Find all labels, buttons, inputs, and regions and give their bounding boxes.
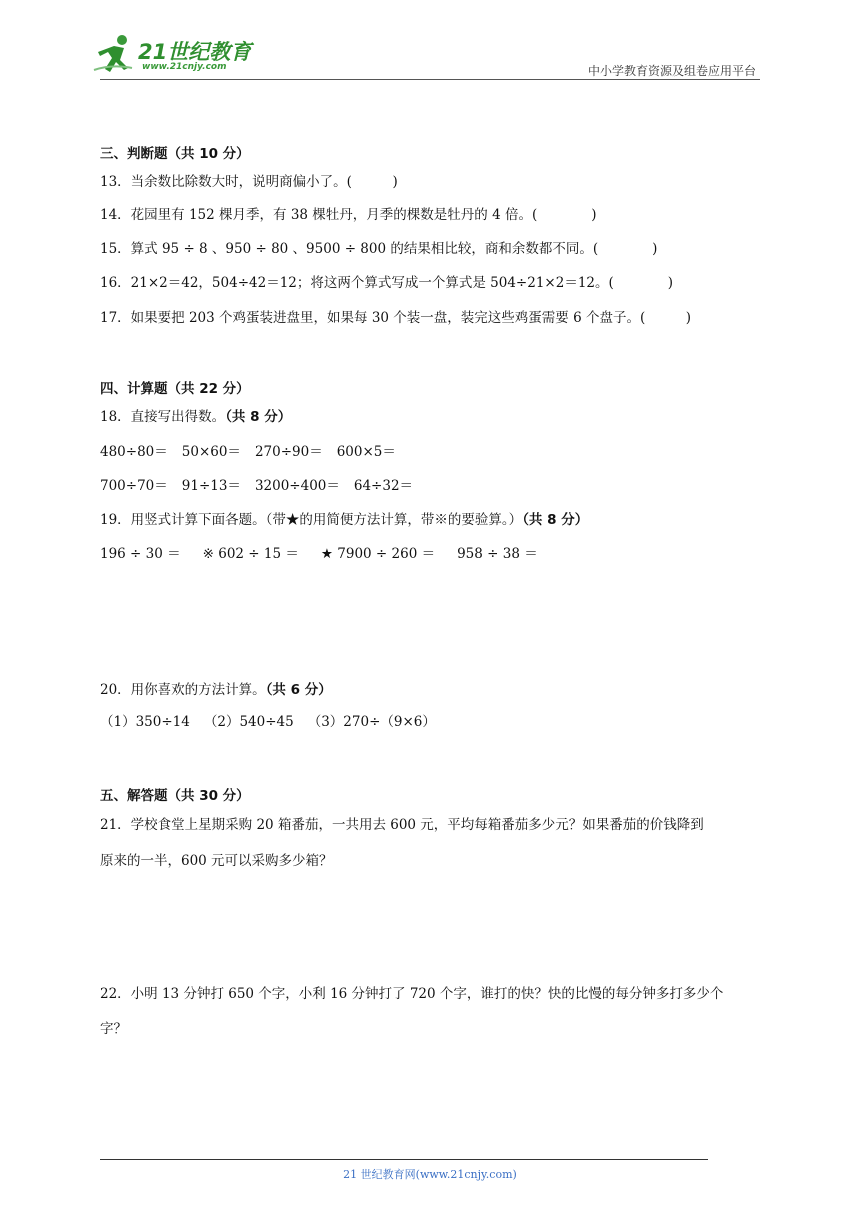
q20-item: （1）350÷14: [100, 714, 190, 730]
question-22-line-2: 字？: [100, 1021, 127, 1037]
footer-text: 21 世纪教育网(www.21cnjy.com): [343, 1168, 517, 1181]
section-solve-title: 五、解答题（共 30 分）: [100, 788, 250, 804]
q18-row-1: [100, 446, 396, 460]
header-divider: [100, 79, 760, 80]
question-20-score: （共 6 分）: [265, 682, 332, 698]
q18-item: 64÷32＝: [353, 478, 414, 494]
question-21-line-2: 原来的一半，600 元可以采购多少箱？: [100, 853, 333, 869]
question-20-text: 20．用你喜欢的方法计算。: [100, 682, 266, 698]
q18-item: 700÷70＝: [100, 478, 168, 494]
question-21-line-1: 21．学校食堂上星期采购 20 箱番茄，一共用去 600 元，平均每箱番茄多少元？如果番茄的价钱降到: [100, 817, 704, 833]
question-18: [100, 411, 291, 425]
question-18-score: （共 8 分）: [225, 409, 292, 425]
q20-item: （3）270÷（9×6）: [307, 714, 436, 730]
question-17: 17．如果要把 203 个鸡蛋装进盘里，如果每 30 个装一盘，装完这些鸡蛋需要 6 个盘子。( ): [100, 310, 691, 326]
q19-item: 196 ÷ 30 ＝: [100, 546, 181, 562]
q18-item: 600×5＝: [336, 444, 396, 460]
q18-row-2: [100, 480, 413, 494]
header-platform-text: 中小学教育资源及组卷应用平台: [587, 64, 756, 78]
q18-item: 50×60＝: [181, 444, 241, 460]
q20-row: [100, 716, 436, 730]
logo-url: www.21cnjy.com: [142, 62, 227, 72]
q19-item: 958 ÷ 38 ＝: [457, 546, 538, 562]
question-16: 16．21×2＝42，504÷42＝12；将这两个算式写成一个算式是 504÷21×2＝12。( ): [100, 275, 674, 291]
q18-item: 3200÷400＝: [254, 478, 340, 494]
section-judge-title: 三、判断题（共 10 分）: [100, 146, 250, 162]
question-22-line-1: 22．小明 13 分钟打 650 个字，小利 16 分钟打了 720 个字，谁打的快？快的比慢的每分钟多打多少个: [100, 986, 724, 1002]
question-19-text: 19．用竖式计算下面各题。（带★的用简便方法计算，带※的要验算。）: [100, 512, 523, 528]
q19-item: ※ 602 ÷ 15 ＝: [202, 546, 299, 562]
q19-item: ★ 7900 ÷ 260 ＝: [320, 546, 436, 562]
question-20: [100, 684, 332, 698]
q18-item: 91÷13＝: [181, 478, 241, 494]
logo-text: 21世纪教育: [138, 40, 252, 64]
question-15: 15．算式 95 ÷ 8 、950 ÷ 80 、9500 ÷ 800 的结果相比较，商和余数都不同。( ): [100, 241, 658, 257]
runner-logo-icon: [92, 34, 138, 76]
question-13: 13．当余数比除数大时，说明商偏小了。( ): [100, 174, 398, 190]
footer-divider: [100, 1159, 708, 1160]
logo: [92, 32, 262, 78]
section-calc-title: 四、计算题（共 22 分）: [100, 381, 250, 397]
question-19-score: （共 8 分）: [522, 512, 589, 528]
q18-item: 270÷90＝: [254, 444, 323, 460]
q20-item: （2）540÷45: [203, 714, 294, 730]
question-19: [100, 514, 588, 528]
q18-item: 480÷80＝: [100, 444, 168, 460]
question-14: 14．花园里有 152 棵月季，有 38 棵牡丹，月季的棵数是牡丹的 4 倍。( ): [100, 207, 597, 223]
q19-row: [100, 548, 538, 562]
question-18-text: 18．直接写出得数。: [100, 409, 226, 425]
page-header: [0, 0, 860, 90]
